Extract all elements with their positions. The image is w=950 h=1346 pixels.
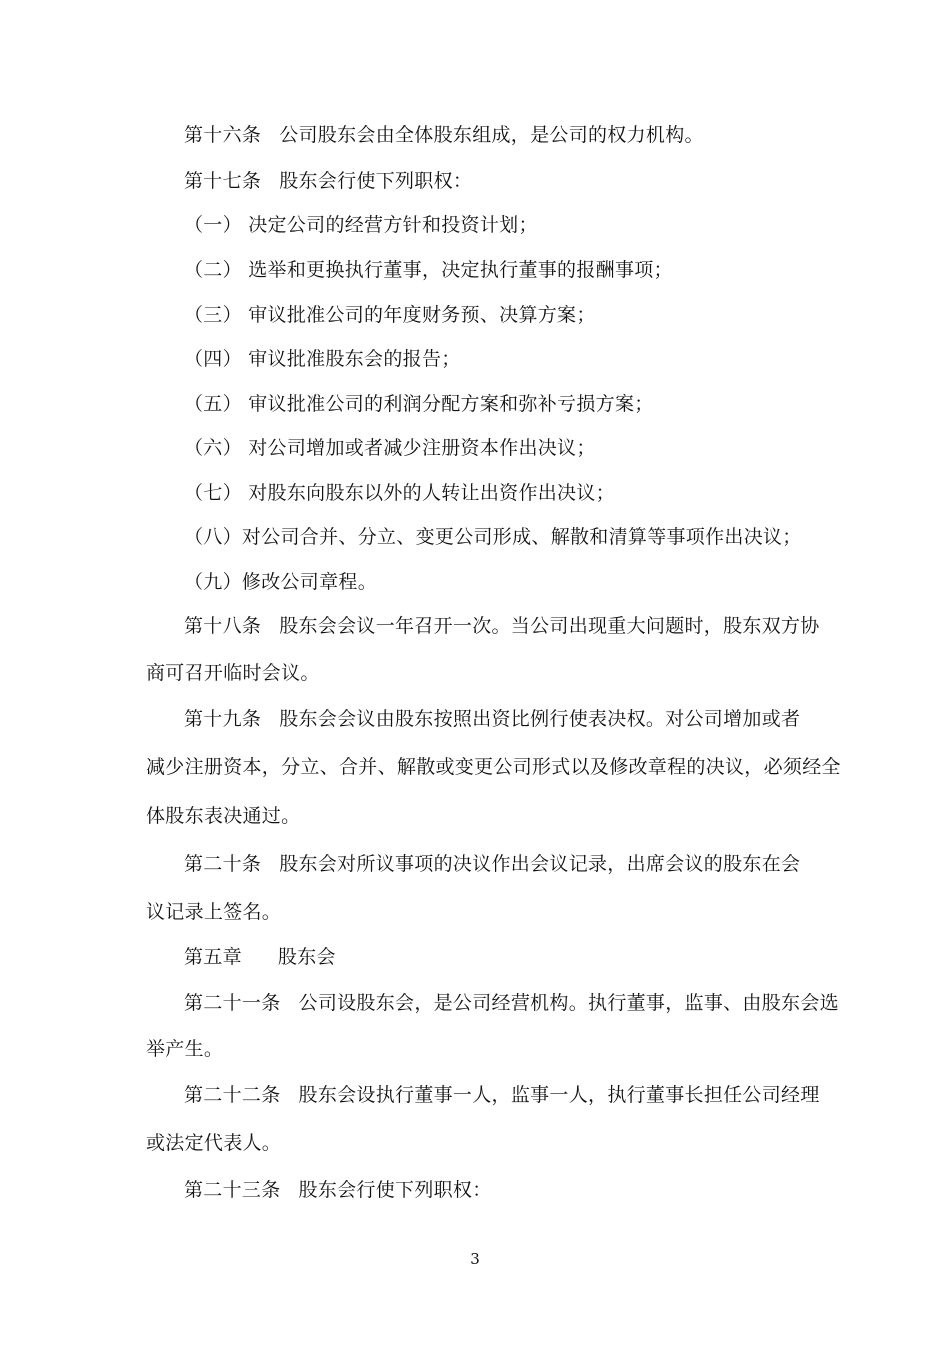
- article-19-line-1: 第十九条 股东会会议由股东按照出资比例行使表决权。对公司增加或者: [184, 708, 801, 730]
- article-21-line-1: 第二十一条 公司设股东会，是公司经营机构。执行董事，监事、由股东会选: [184, 992, 839, 1014]
- article-19-line-2: 减少注册资本，分立、合并、解散或变更公司形式以及修改章程的决议，必须经全: [146, 756, 841, 778]
- article-21-line-2: 举产生。: [146, 1038, 224, 1060]
- list-item-1: （一） 决定公司的经营方针和投资计划；: [184, 214, 538, 236]
- list-item-9: （九）修改公司章程。: [184, 571, 378, 593]
- list-item-5: （五） 审议批准公司的利润分配方案和弥补亏损方案；: [184, 393, 654, 415]
- article-22-number: 第二十二条: [184, 1084, 281, 1106]
- article-20-line-1: 第二十条 股东会对所议事项的决议作出会议记录，出席会议的股东在会: [184, 853, 801, 875]
- chapter-5-number: 第五章: [184, 946, 242, 968]
- article-17: [184, 168, 472, 194]
- chapter-5-heading: [184, 944, 336, 970]
- list-item-2: （二） 选举和更换执行董事，决定执行董事的报酬事项；: [184, 259, 673, 281]
- article-19-number: 第十九条: [184, 708, 262, 730]
- article-16-text: 公司股东会由全体股东组成，是公司的权力机构。: [279, 124, 704, 146]
- article-23-text: 股东会行使下列职权：: [298, 1179, 492, 1201]
- article-19-line-3: 体股东表决通过。: [146, 805, 301, 827]
- article-17-text: 股东会行使下列职权：: [279, 170, 473, 192]
- list-item-4: （四） 审议批准股东会的报告；: [184, 348, 461, 370]
- list-item-8: （八）对公司合并、分立、变更公司形成、解散和清算等事项作出决议；: [184, 526, 802, 548]
- article-18-number: 第十八条: [184, 615, 262, 637]
- article-18-line-2: 商可召开临时会议。: [146, 662, 320, 684]
- article-22-line-2: 或法定代表人。: [146, 1132, 282, 1154]
- article-20-number: 第二十条: [184, 853, 262, 875]
- list-item-7: （七） 对股东向股东以外的人转让出资作出决议；: [184, 482, 615, 504]
- article-20-line-2: 议记录上签名。: [146, 901, 282, 923]
- page-number: 3: [470, 1250, 480, 1268]
- article-22-line-1: 第二十二条 股东会设执行董事一人，监事一人，执行董事长担任公司经理: [184, 1084, 820, 1106]
- article-16-number: 第十六条: [184, 124, 262, 146]
- article-23: [184, 1177, 492, 1203]
- article-17-number: 第十七条: [184, 170, 262, 192]
- article-16: [184, 122, 704, 148]
- article-18-line-1: 第十八条 股东会会议一年召开一次。当公司出现重大问题时，股东双方协: [184, 615, 820, 637]
- article-21-number: 第二十一条: [184, 992, 281, 1014]
- list-item-3: （三） 审议批准公司的年度财务预、决算方案；: [184, 304, 596, 326]
- chapter-5-title: 股东会: [277, 946, 336, 968]
- list-item-6: （六） 对公司增加或者减少注册资本作出决议；: [184, 437, 596, 459]
- article-23-number: 第二十三条: [184, 1179, 281, 1201]
